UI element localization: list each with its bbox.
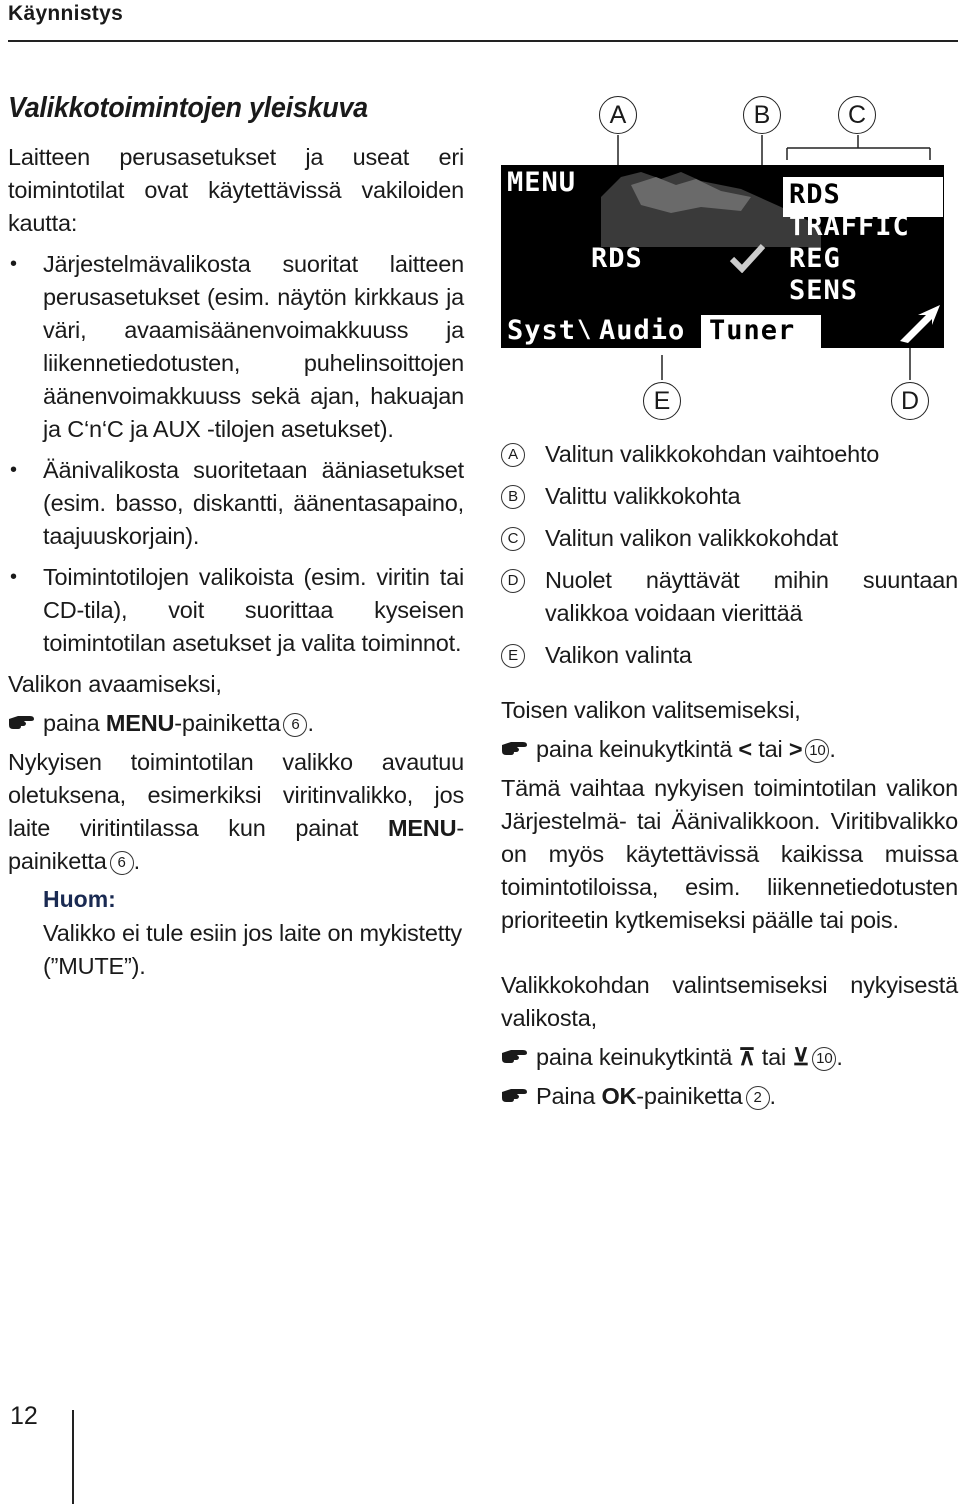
paragraph-text: . <box>133 848 140 874</box>
select-other-menu-text: Toisen valikon valitsemiseksi, <box>501 697 801 723</box>
legend-row-a <box>501 438 958 471</box>
pointing-hand-icon <box>501 1047 531 1065</box>
checkmark-icon <box>729 243 767 273</box>
bullet-text: Äänivalikosta suoritetaan ääniasetukset (esim. basso, diskantti, äänentasapaino, taajuuskorjain). <box>43 457 464 549</box>
step-text: . <box>769 1083 776 1109</box>
display-item-reg: REG <box>789 243 841 274</box>
step-text: Paina <box>536 1083 602 1109</box>
bullet-text: Toimintotilojen valikoista (esim. viritin tai CD-tila), voit suorittaa kyseisen toimintotilan asetukset ja valita toiminnot. <box>43 564 464 656</box>
bullet-dot: • <box>10 566 17 588</box>
note-title: Huom: <box>43 886 116 912</box>
step-text: tai <box>751 736 789 762</box>
legend-text: Valitun valikon valikkokohdat <box>545 525 838 551</box>
step-text: . <box>829 736 836 762</box>
ok-key-label: OK <box>601 1083 637 1109</box>
display-item-rds-selected: RDS <box>789 179 841 210</box>
step-press-ok <box>501 1080 958 1113</box>
step-text: . <box>836 1044 843 1070</box>
step-press-menu <box>8 707 464 740</box>
right-column <box>501 438 958 1119</box>
button-number-badge: 10 <box>812 1047 836 1071</box>
legend-row-c <box>501 522 958 555</box>
callout-c: C <box>838 96 876 134</box>
legend-row-b <box>501 480 958 513</box>
display-item-sens: SENS <box>789 275 859 306</box>
display-tab-syst: Syst <box>507 315 577 346</box>
rocker-left-symbol: < <box>738 736 752 762</box>
bullet-dot: • <box>10 253 17 275</box>
step-text: paina <box>43 710 106 736</box>
bullet-item <box>8 454 464 553</box>
step-rocker-left-right <box>501 733 958 766</box>
default-menu-paragraph <box>8 746 464 878</box>
select-item-text: Valikkokohdan valintsemiseksi nykyisestä valikosta, <box>501 972 958 1031</box>
callout-a: A <box>599 96 637 134</box>
note-text: Valikko ei tule esiin jos laite on mykistetty (”MUTE”). <box>43 920 462 979</box>
callout-b: B <box>743 96 781 134</box>
page-number-rule <box>72 1410 74 1504</box>
step-text: -painiketta <box>174 710 281 736</box>
display-item-traffic: TRAFFIC <box>789 211 910 242</box>
menu-key-label: MENU <box>105 710 175 736</box>
section-title: Valikkotoimintojen yleiskuva <box>8 92 368 124</box>
radio-display <box>501 165 944 348</box>
legend-letter: E <box>501 644 525 668</box>
rocker-up-symbol: ⊼ <box>738 1044 756 1070</box>
display-rds-option: RDS <box>591 243 643 274</box>
button-number-badge: 10 <box>805 739 829 763</box>
display-menu-label: MENU <box>507 167 577 198</box>
left-column <box>8 92 464 983</box>
menu-key-label: MENU <box>387 815 457 841</box>
display-tab-audio: Audio <box>599 315 686 346</box>
legend-letter: B <box>501 485 525 509</box>
legend-row-d <box>501 564 958 630</box>
bullet-item <box>8 248 464 446</box>
callout-e: E <box>643 382 681 420</box>
step-text: . <box>307 710 314 736</box>
step-text: paina keinukytkintä <box>536 1044 739 1070</box>
pointing-hand-icon <box>8 713 38 731</box>
bullet-list <box>8 248 464 660</box>
rocker-right-symbol: > <box>788 736 803 762</box>
switch-menu-paragraph: Tämä vaihtaa nykyisen toimintotilan valikon Järjestelmä- tai Äänivalikkoon. Viritibvalikko on myös käytettävissä kaikissa muissa toimintotiloissa, esim. liikennetiedotusten prioriteetin kytkemiseksi päälle tai pois. <box>501 775 958 933</box>
legend-text: Valittu valikkokohta <box>545 483 741 509</box>
button-number-badge: 2 <box>746 1086 770 1110</box>
step-text: tai <box>755 1044 793 1070</box>
page-number: 12 <box>10 1402 38 1430</box>
step-rocker-up-down <box>501 1041 958 1074</box>
legend-text: Valitun valikkokohdan vaihtoehto <box>545 441 880 467</box>
callout-d: D <box>891 382 929 420</box>
legend-text: Valikon valinta <box>545 642 692 668</box>
legend-letter: C <box>501 527 525 551</box>
bullet-item <box>8 561 464 660</box>
legend-row-e <box>501 639 958 672</box>
paragraph-text: Nykyisen toimintotilan valikko avautuu oletuksena, esimerkiksi viritinvalikko, jos laite viritintilassa kun painat <box>8 749 464 841</box>
display-tab-tuner: Tuner <box>709 315 796 346</box>
legend-letter: A <box>501 443 525 467</box>
paragraph-text: -painiketta <box>8 815 464 874</box>
open-menu-text: Valikon avaamiseksi, <box>8 671 222 697</box>
pointing-hand-icon <box>501 739 531 757</box>
intro-paragraph: Laitteen perusasetukset ja useat eri toimintotilat ovat käytettävissä vakiloiden kautta: <box>8 144 464 236</box>
pointing-hand-icon <box>501 1086 531 1104</box>
step-text: paina keinukytkintä <box>536 736 739 762</box>
bullet-dot: • <box>10 459 17 481</box>
scroll-arrows-icon <box>896 303 944 343</box>
header-rule <box>8 40 958 42</box>
button-number-badge: 6 <box>283 713 307 737</box>
button-number-badge: 6 <box>110 851 134 875</box>
bullet-text: Järjestelmävalikosta suoritat laitteen perusasetukset (esim. näytön kirkkaus ja väri, avaamisäänenvoimakkuuss ja liikennetiedotusten, puhelinsoittojen äänenvoimakkuuss sekä ajan, hakuajan ja C‘n‘C ja AUX -tilojen asetukset). <box>43 251 464 442</box>
rocker-down-symbol: ⊻ <box>792 1044 810 1070</box>
legend-text: Nuolet näyttävät mihin suuntaan valikkoa voidaan vierittää <box>545 567 958 626</box>
legend-letter: D <box>501 569 525 593</box>
display-tab-divider: \ <box>577 315 593 343</box>
header-title: Käynnistys <box>8 2 124 25</box>
step-text: -painiketta <box>636 1083 743 1109</box>
